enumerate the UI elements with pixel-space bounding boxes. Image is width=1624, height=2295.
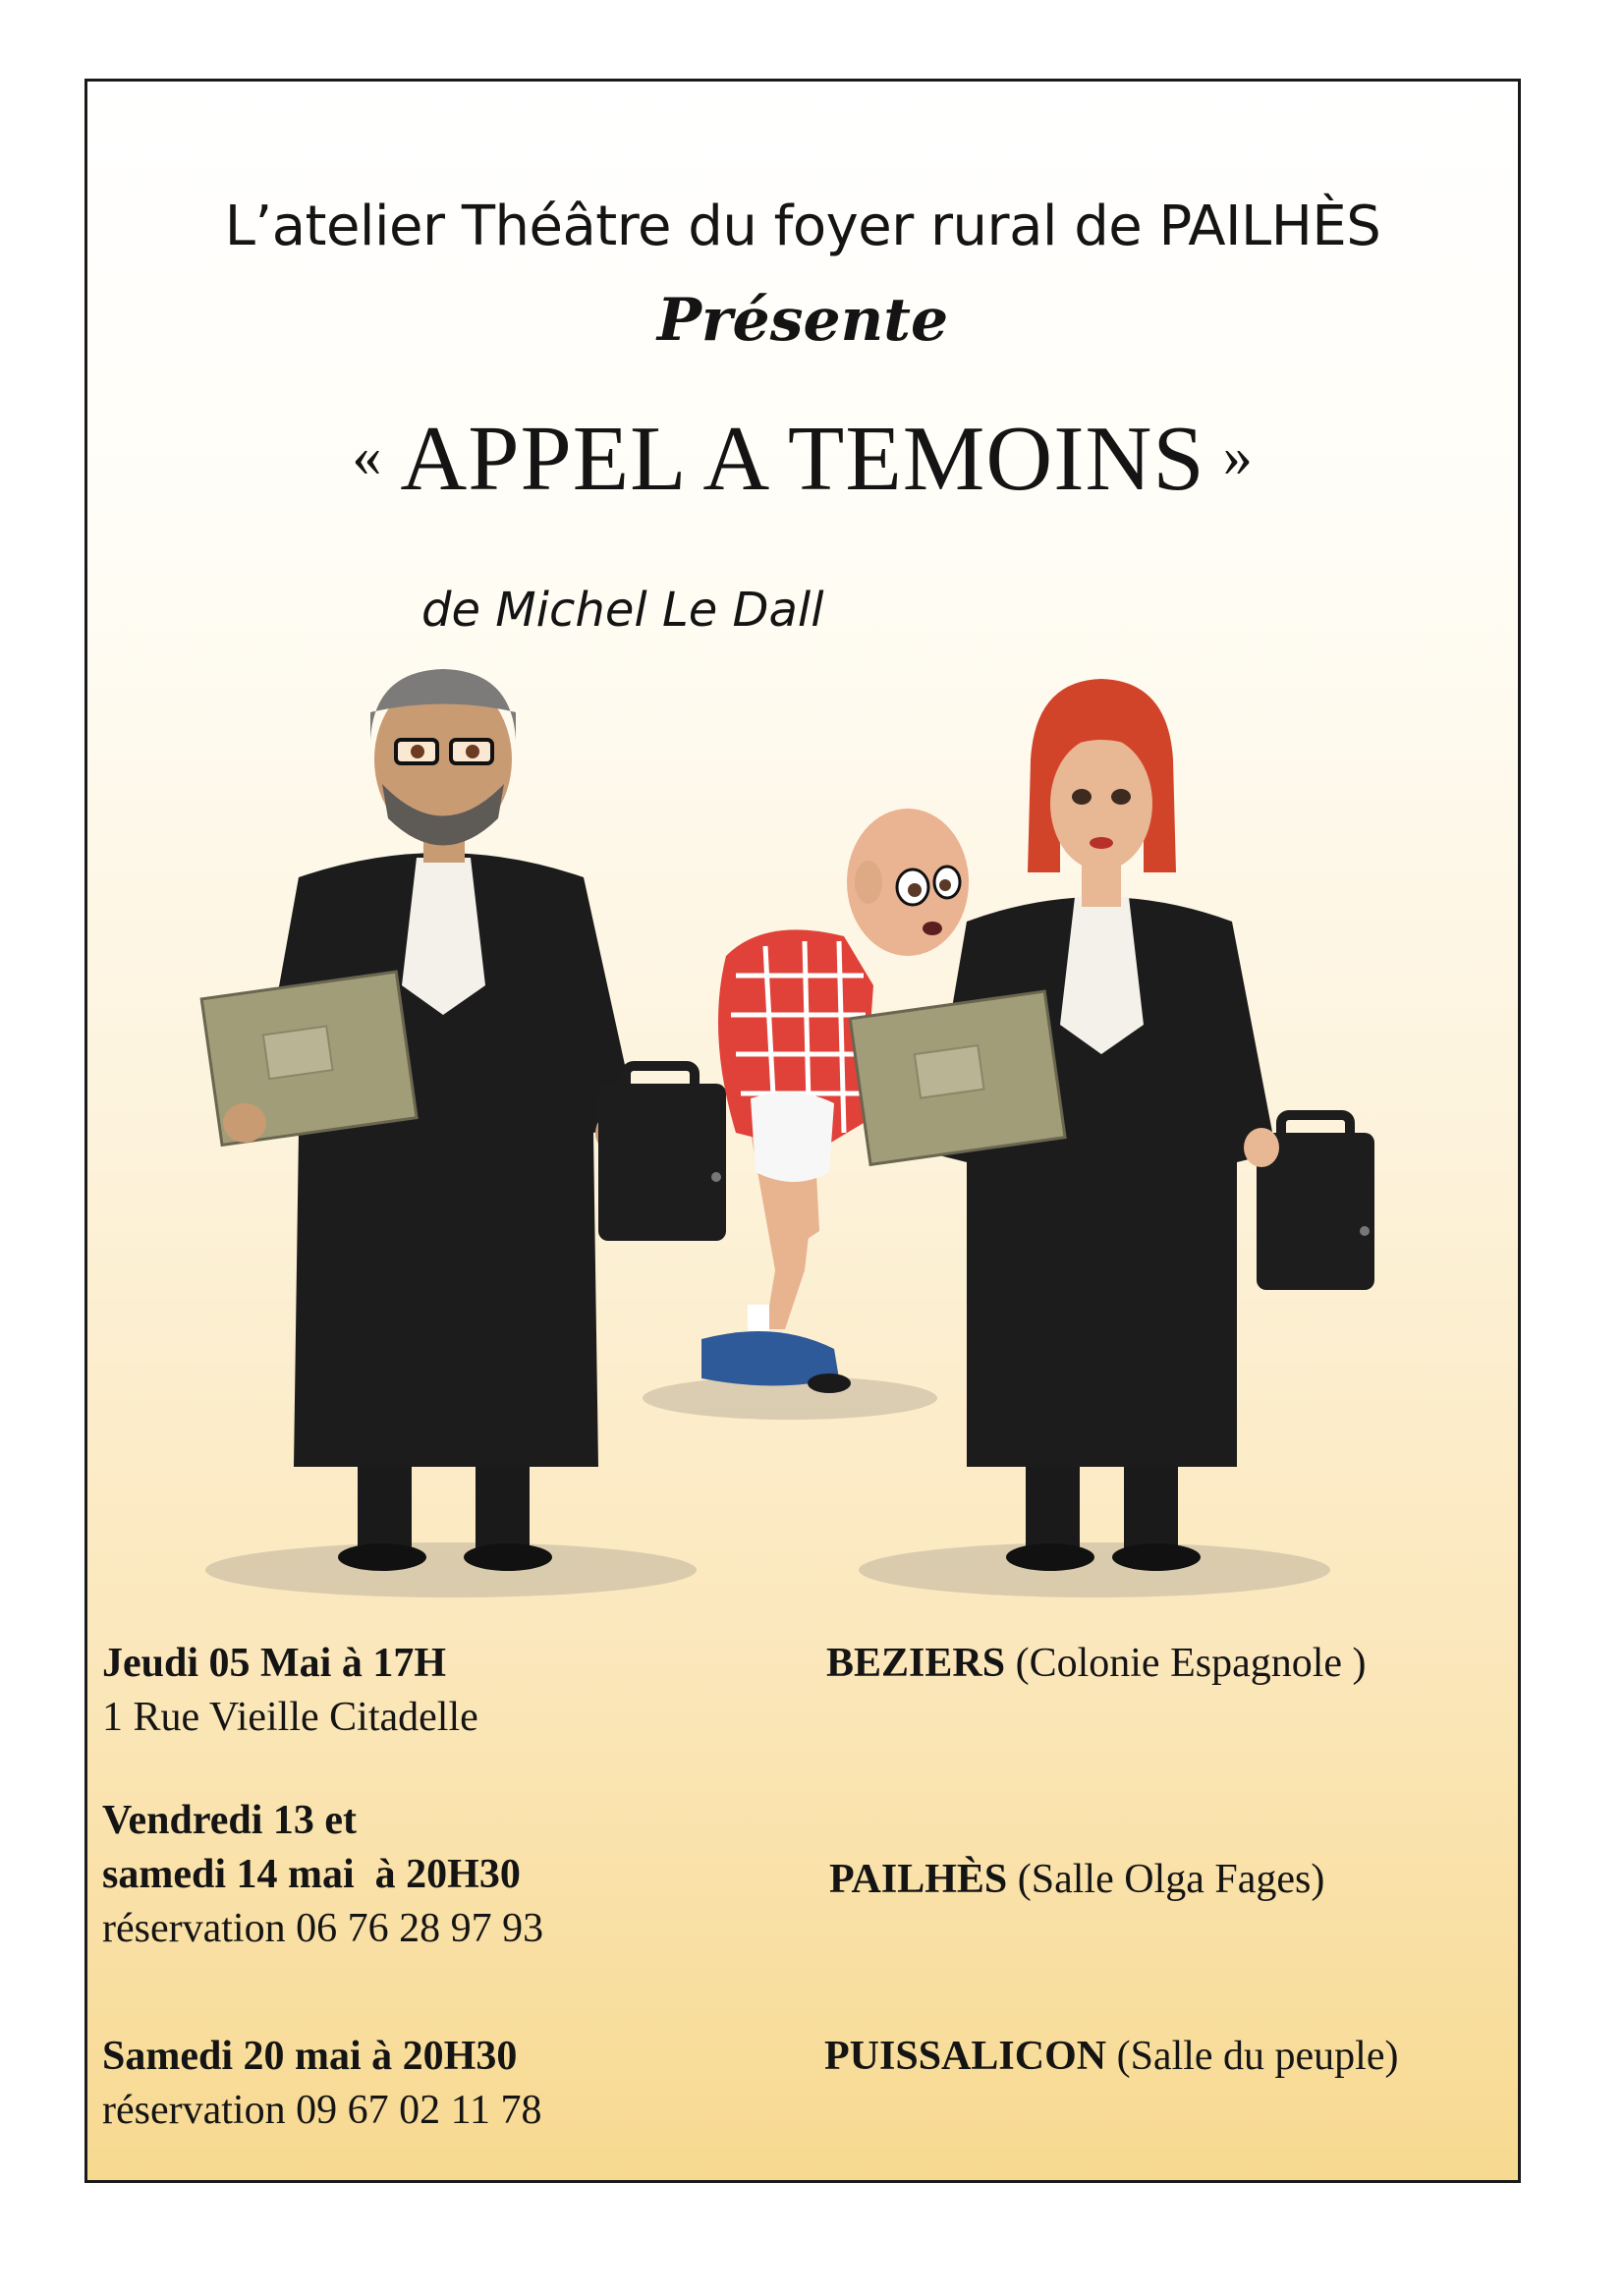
address-beziers: 1 Rue Vieille Citadelle xyxy=(102,1695,478,1740)
location-puissalicon xyxy=(824,2032,1398,2081)
date-puissalicon: Samedi 20 mai à 20H30 xyxy=(102,2034,518,2079)
venue-puissalicon: (Salle du peuple) xyxy=(1116,2034,1399,2079)
left-lawyer-figure xyxy=(201,669,638,1571)
location-pailhes xyxy=(829,1855,1324,1904)
date-beziers: Jeudi 05 Mai à 17H xyxy=(102,1641,447,1686)
town-pailhes: PAILHÈS xyxy=(829,1857,1008,1902)
shadow-left xyxy=(205,1542,697,1597)
briefcase-center xyxy=(598,1066,726,1241)
date-pailhes-line1: Vendredi 13 et xyxy=(102,1798,358,1843)
title-quote-close: » xyxy=(1222,423,1254,488)
play-title xyxy=(87,406,1518,512)
title-quote-open: « xyxy=(352,423,383,488)
shadow-right xyxy=(859,1542,1330,1597)
play-title-text: APPEL A TEMOINS xyxy=(400,408,1205,510)
presents-label: Présente xyxy=(656,286,949,355)
author-credit: de Michel Le Dall xyxy=(421,583,824,638)
town-beziers: BEZIERS xyxy=(826,1641,1006,1686)
poster xyxy=(84,79,1521,2183)
organization-heading: L’atelier Théâtre du foyer rural de PAILHÈS xyxy=(224,195,1381,258)
location-beziers xyxy=(826,1639,1367,1688)
town-puissalicon: PUISSALICON xyxy=(824,2034,1107,2079)
date-pailhes-line2: samedi 14 mai à 20H30 xyxy=(102,1852,521,1897)
reservation-puissalicon: réservation 09 67 02 11 78 xyxy=(102,2088,542,2133)
reservation-pailhes: réservation 06 76 28 97 93 xyxy=(102,1906,544,1951)
venue-beziers: (Colonie Espagnole ) xyxy=(1015,1641,1367,1686)
venue-pailhes: (Salle Olga Fages) xyxy=(1017,1857,1325,1902)
right-lawyer-figure xyxy=(850,679,1374,1571)
illustration-lawyers-and-witness xyxy=(87,661,1521,1624)
